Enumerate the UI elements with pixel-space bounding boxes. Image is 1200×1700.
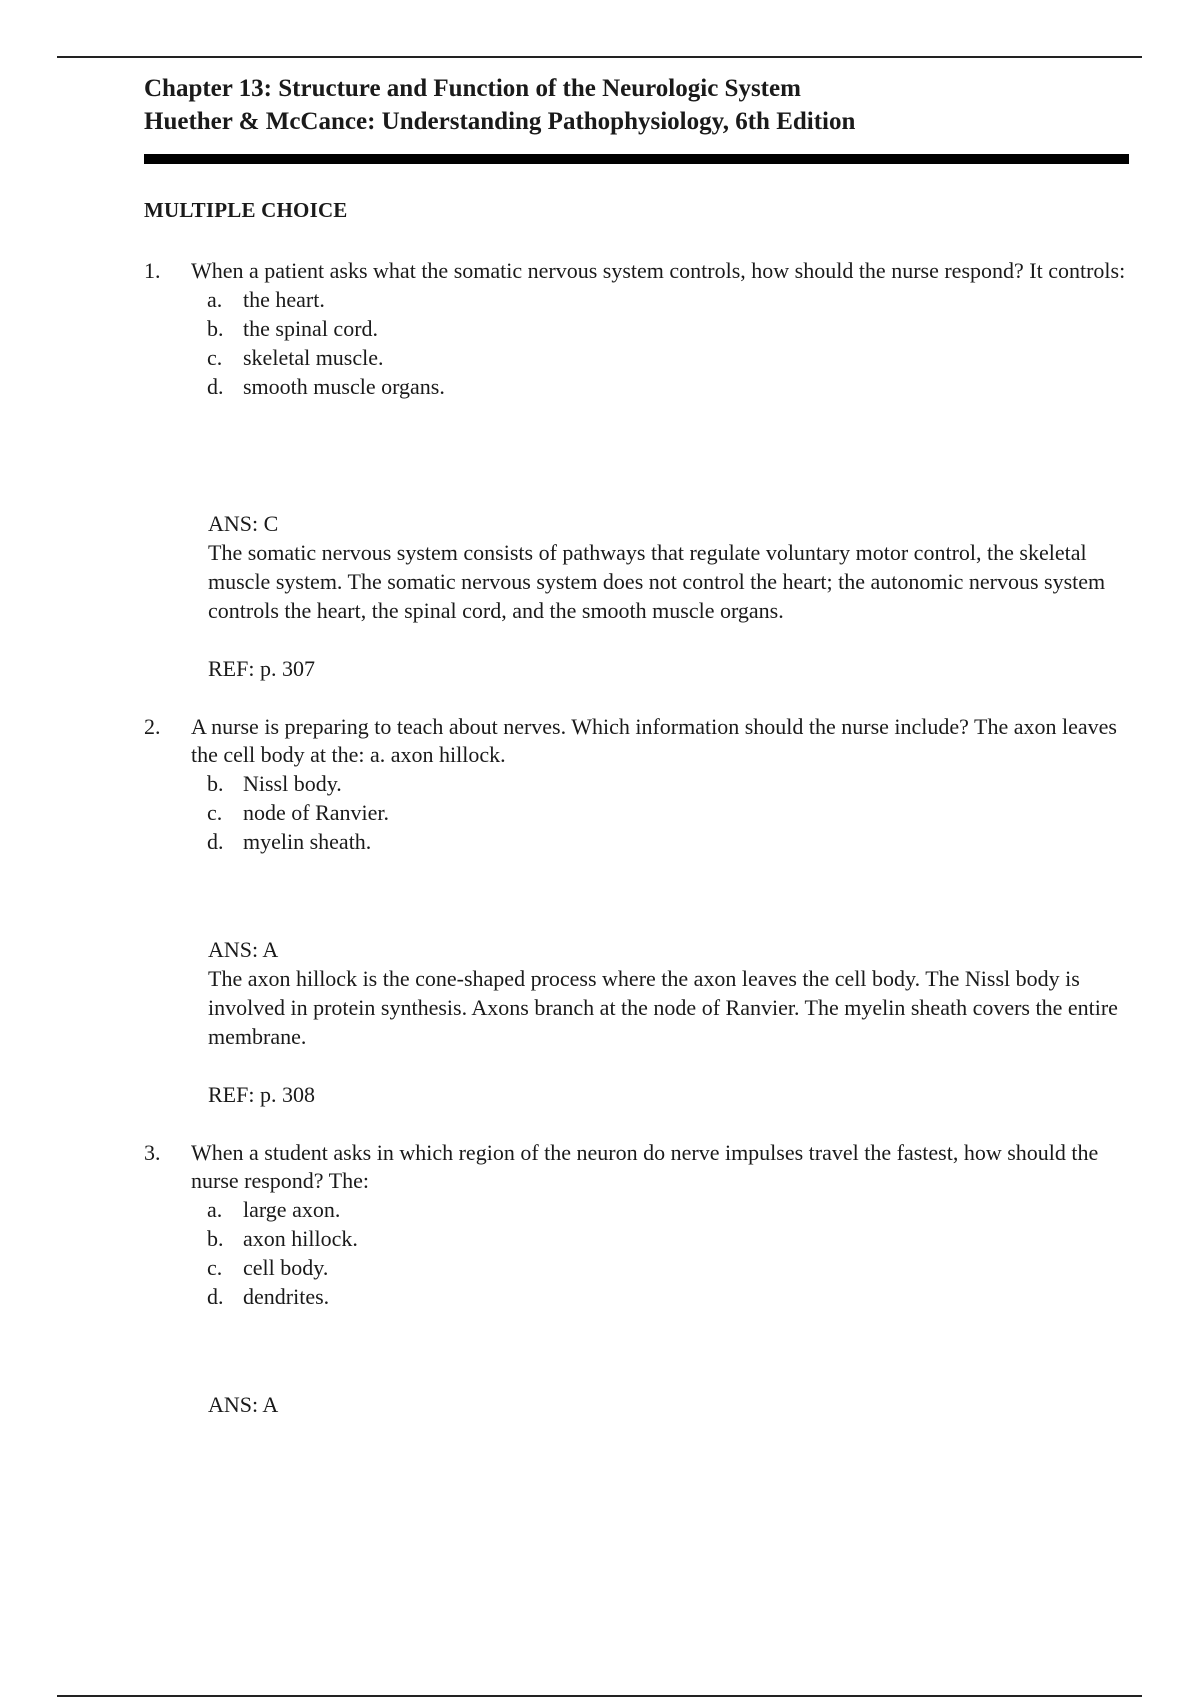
- section-heading: MULTIPLE CHOICE: [144, 198, 348, 222]
- option-a: [144, 1195, 1134, 1224]
- document-header: [144, 72, 1144, 138]
- question-number: 1.: [144, 258, 161, 283]
- option-d: [144, 372, 1134, 401]
- reference-2: REF: p. 308: [208, 1082, 315, 1107]
- question-3: [144, 1139, 1134, 1311]
- option-d: [144, 827, 1134, 856]
- option-a: [144, 285, 1134, 314]
- book-title: Huether & McCance: Understanding Pathophysiology, 6th Edition: [144, 108, 856, 135]
- question-stem: When a patient asks what the somatic nervous system controls, how should the nurse respond? It controls:: [191, 258, 1126, 283]
- option-letter: c.: [207, 1255, 223, 1280]
- answer-block-2: [208, 935, 1128, 1051]
- option-text: node of Ranvier.: [243, 800, 390, 825]
- option-letter: d.: [207, 374, 224, 399]
- bottom-divider: [57, 1695, 1142, 1697]
- option-letter: a.: [207, 1197, 223, 1222]
- option-letter: b.: [207, 316, 224, 341]
- option-text: myelin sheath.: [243, 829, 372, 854]
- option-c: [144, 798, 1134, 827]
- chapter-title: Chapter 13: Structure and Function of the Neurologic System: [144, 75, 801, 102]
- reference-1: REF: p. 307: [208, 656, 315, 681]
- option-letter: b.: [207, 771, 224, 796]
- option-text: Nissl body.: [243, 771, 342, 796]
- answer-rationale: The axon hillock is the cone-shaped process where the axon leaves the cell body. The Nissl body is involved in protein synthesis. Axons branch at the node of Ranvier. The myelin sheath covers the entire membrane.: [208, 966, 1118, 1049]
- answer-key: ANS: C: [208, 511, 279, 536]
- answer-key: ANS: A: [208, 937, 279, 962]
- answer-block-1: [208, 509, 1128, 625]
- option-text: smooth muscle organs.: [243, 374, 445, 399]
- question-1: [144, 257, 1134, 401]
- answer-rationale: The somatic nervous system consists of pathways that regulate voluntary motor control, the skeletal muscle system. The somatic nervous system does not control the heart; the autonomic nervous system controls the heart, the spinal cord, and the smooth muscle organs.: [208, 540, 1106, 623]
- question-stem: A nurse is preparing to teach about nerves. Which information should the nurse include? The axon leaves the cell body at the: a. axon hillock.: [191, 714, 1117, 767]
- answer-key: ANS: A: [208, 1392, 279, 1417]
- option-text: dendrites.: [243, 1284, 330, 1309]
- option-text: axon hillock.: [243, 1226, 358, 1251]
- option-text: the heart.: [243, 287, 325, 312]
- option-text: skeletal muscle.: [243, 345, 384, 370]
- option-c: [144, 1253, 1134, 1282]
- answer-block-3: [208, 1390, 1128, 1419]
- option-d: [144, 1282, 1134, 1311]
- question-number: 2.: [144, 714, 161, 739]
- option-letter: a.: [207, 287, 223, 312]
- question-stem: When a student asks in which region of the neuron do nerve impulses travel the fastest, how should the nurse respond? The:: [191, 1140, 1099, 1193]
- option-letter: c.: [207, 345, 223, 370]
- option-c: [144, 343, 1134, 372]
- option-text: the spinal cord.: [243, 316, 379, 341]
- header-divider: [144, 154, 1129, 164]
- top-divider: [57, 56, 1142, 58]
- option-letter: d.: [207, 829, 224, 854]
- option-b: [144, 1224, 1134, 1253]
- option-letter: c.: [207, 800, 223, 825]
- option-b: [144, 769, 1134, 798]
- option-letter: b.: [207, 1226, 224, 1251]
- option-letter: d.: [207, 1284, 224, 1309]
- question-number: 3.: [144, 1140, 161, 1165]
- option-b: [144, 314, 1134, 343]
- option-text: large axon.: [243, 1197, 341, 1222]
- question-2: [144, 713, 1134, 856]
- option-text: cell body.: [243, 1255, 329, 1280]
